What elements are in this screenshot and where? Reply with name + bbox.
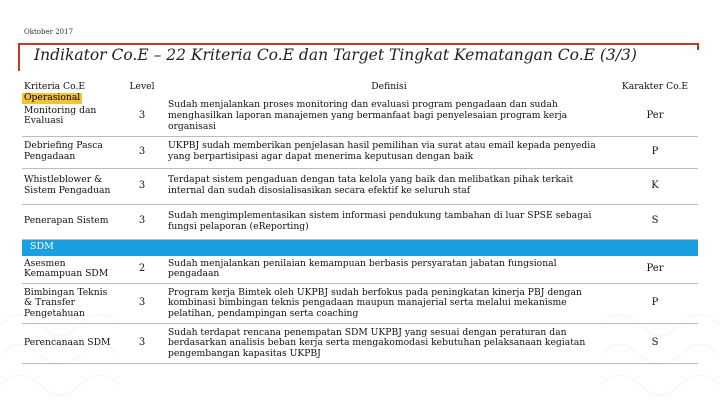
section-label-sdm: SDM bbox=[22, 239, 698, 256]
cell-level: 3 bbox=[118, 168, 166, 204]
cell-level: 3 bbox=[118, 204, 166, 239]
cell-kriteria: Asesmen Kemampuan SDM bbox=[22, 256, 118, 284]
cell-karakter: P bbox=[612, 284, 698, 324]
header-kriteria-label: Kriteria Co.E bbox=[24, 81, 86, 93]
cell-definisi: Sudah menjalankan penilaian kemampuan berbasis persyaratan jabatan fungsional pengadaan bbox=[166, 256, 612, 284]
table-row bbox=[22, 284, 698, 324]
table-header-row bbox=[22, 78, 698, 97]
cell-definisi: Terdapat sistem pengaduan dengan tata kelola yang baik dan melibatkan pihak terkait internal dan sudah disosialisasikan secara efektif ke seluruh staf bbox=[166, 168, 612, 204]
cell-kriteria: Penerapan Sistem bbox=[22, 204, 118, 239]
cell-karakter: S bbox=[612, 204, 698, 239]
cell-karakter: Per bbox=[612, 256, 698, 284]
criteria-table bbox=[22, 78, 698, 364]
cell-level: 3 bbox=[118, 324, 166, 364]
table-row bbox=[22, 324, 698, 364]
cell-karakter: K bbox=[612, 168, 698, 204]
header-level: Level bbox=[129, 81, 155, 93]
operasional-section-label: Operasional bbox=[24, 92, 81, 103]
cell-kriteria: Whistleblower & Sistem Pengaduan bbox=[22, 168, 118, 204]
page-title: Indikator Co.E – 22 Kriteria Co.E dan Target Tingkat Kematangan Co.E (3/3) bbox=[34, 46, 637, 64]
cell-definisi: UKPBJ sudah memberikan penjelasan hasil pemilihan via surat atau email kepada penyedia yang berpartisipasi agar dapat menerima keputusan dengan baik bbox=[166, 136, 612, 168]
accent-line-tick bbox=[697, 43, 699, 50]
section-row-sdm bbox=[22, 239, 698, 256]
cell-kriteria: Debriefing Pasca Pengadaan bbox=[22, 136, 118, 168]
cell-level: 3 bbox=[118, 136, 166, 168]
header-karakter: Karakter Co.E bbox=[621, 81, 689, 93]
table-row bbox=[22, 204, 698, 239]
cell-kriteria: Perencanaan SDM bbox=[22, 324, 118, 364]
cell-definisi: Program kerja Bimtek oleh UKPBJ sudah berfokus pada peningkatan kinerja PBJ dengan kombinasi bimbingan teknis pengadaan maupun manajerial serta melalui mekanisme pelatihan, pendampingan serta coaching bbox=[166, 284, 612, 324]
cell-definisi: Sudah menjalankan proses monitoring dan evaluasi program pengadaan dan sudah menghasilkan laporan manajemen yang bermanfaat bagi penyelesaian program kerja organisasi bbox=[166, 97, 612, 136]
cell-karakter: S bbox=[612, 324, 698, 364]
table-row bbox=[22, 97, 698, 136]
header-kriteria bbox=[22, 78, 118, 103]
cell-level: 3 bbox=[118, 284, 166, 324]
accent-line-horizontal bbox=[18, 43, 698, 45]
cell-definisi: Sudah terdapat rencana penempatan SDM UKPBJ yang sesuai dengan peraturan dan berdasarkan analisis beban kerja serta mengakomodasi kebutuhan pelaksanaan kegiatan pengembangan kapasitas UKPBJ bbox=[166, 324, 612, 364]
accent-line-vertical bbox=[18, 43, 20, 71]
cell-level: 3 bbox=[118, 97, 166, 136]
cell-karakter: P bbox=[612, 136, 698, 168]
table-row bbox=[22, 256, 698, 284]
date-label: Oktober 2017 bbox=[24, 28, 74, 36]
cell-definisi: Sudah mengimplementasikan sistem informasi pendukung tambahan di luar SPSE sebagai fungsi pelaporan (eReporting) bbox=[166, 204, 612, 239]
criteria-table-wrapper bbox=[22, 78, 698, 364]
table-row bbox=[22, 136, 698, 168]
cell-karakter: Per bbox=[612, 97, 698, 136]
cell-level: 2 bbox=[118, 256, 166, 284]
table-row bbox=[22, 168, 698, 204]
cell-kriteria: Monitoring dan Evaluasi bbox=[22, 97, 118, 136]
cell-kriteria: Bimbingan Teknis & Transfer Pengetahuan bbox=[22, 284, 118, 324]
header-definisi: Definisi bbox=[371, 81, 407, 93]
